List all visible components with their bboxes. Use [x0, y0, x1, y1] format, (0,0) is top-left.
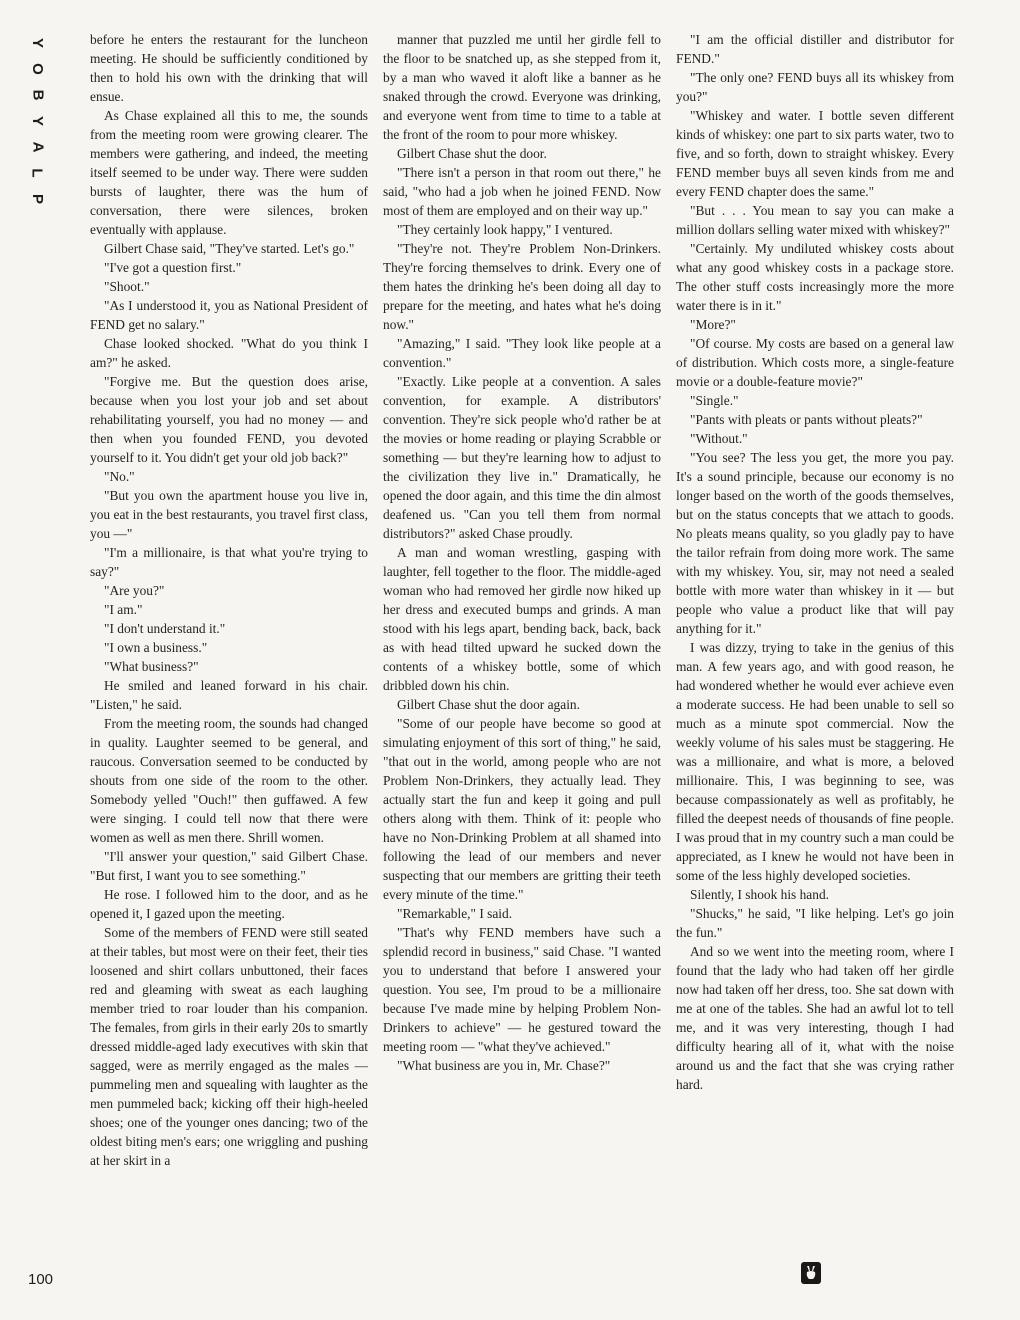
paragraph: Gilbert Chase shut the door. — [397, 146, 547, 161]
paragraph: Chase looked shocked. "What do you think I am?" he asked. — [90, 336, 368, 370]
paragraph: "There isn't a person in that room out there," he said, "who had a job when he joined FEND. Now most of them are employed and on their way up." — [383, 165, 661, 218]
paragraph: "I am." — [104, 602, 143, 617]
paragraph: Some of the members of FEND were still seated at their tables, but most were on their feet, their ties loosened and shirt collars unbuttoned, their faces red and gleaming with sweat as each laughing member tried to roar louder than his companion. The females, from girls in their early 20s to smartly dressed middle-aged lady executives with skin that sagged, were as merrily engaged as the males — pummeling men and squealing with laughter as the men pummeled back; kicking off their high-heeled shoes; one of the younger ones dancing; two of the oldest biting men's ears; one wriggling and pushing at her skirt in a — [90, 925, 368, 1168]
running-head-letter: A — [29, 141, 46, 153]
paragraph: "More?" — [690, 317, 736, 332]
page-number: 100 — [28, 1271, 54, 1288]
paragraph: "Pants with pleats or pants without pleats?" — [690, 412, 923, 427]
paragraph: "But . . . You mean to say you can make a million dollars selling water mixed with whiskey?" — [676, 203, 954, 237]
paragraph: As Chase explained all this to me, the sounds from the meeting room were growing clearer. The members were gathering, and indeed, the meeting itself seemed to be under way. There were sudden bursts of laughter, there was the hum of conversation, there were silences, broken eventually with applause. — [90, 108, 368, 237]
paragraph: "They're not. They're Problem Non-Drinkers. They're forcing themselves to drink. Every one of them hates the drinking he's been doing all day to prepare for the meeting, and hates what he's doing now." — [383, 241, 661, 332]
paragraph: "Of course. My costs are based on a general law of distribution. Which costs more, a single-feature movie or a double-feature movie?" — [676, 336, 954, 389]
paragraph: "Shucks," he said, "I like helping. Let's go join the fun." — [676, 906, 954, 940]
paragraph: "But you own the apartment house you live in, you eat in the best restaurants, you travel first class, you —" — [90, 488, 368, 541]
paragraph: "Are you?" — [104, 583, 165, 598]
running-head-letter: Y — [28, 115, 46, 127]
running-head-letter: Y — [28, 37, 46, 49]
rabbit-head-icon — [801, 1262, 821, 1284]
paragraph: before he enters the restaurant for the luncheon meeting. He should be sufficiently conditioned by then to hold his own with the drinking that will ensue. — [90, 32, 368, 104]
paragraph: "What business?" — [104, 659, 199, 674]
running-head-letter: L — [28, 168, 46, 178]
paragraph: Gilbert Chase said, "They've started. Let's go." — [104, 241, 355, 256]
paragraph: A man and woman wrestling, gasping with laughter, fell together to the floor. The middle-aged woman who had removed her girdle now hiked up her dress and executed bumps and grinds. A man stood with his legs apart, bending back, back, back as with head tilted upward he sucked down the contents of a whiskey bottle, some of which dribbled down his chin. — [383, 545, 661, 693]
rabbit-head-icon-glyph — [804, 1265, 818, 1281]
running-head-letter: P — [28, 193, 46, 205]
paragraph: And so we went into the meeting room, where I found that the lady who had taken off her girdle now had taken off her dress, too. She sat down with me at one of the tables. She had an awful lot to tell me, and it was very interesting, though I had difficulty hearing all of it, what with the noise around us and the fact that she was crying rather hard. — [676, 944, 954, 1092]
paragraph: Silently, I shook his hand. — [690, 887, 829, 902]
paragraph: Gilbert Chase shut the door again. — [397, 697, 580, 712]
paragraph: "Without." — [690, 431, 748, 446]
paragraph: "Whiskey and water. I bottle seven different kinds of whiskey: one part to six parts water, two to five, and so forth, down to straight whiskey. Every FEND member buys all seven kinds from me and every FEND chapter does the same." — [676, 108, 954, 199]
running-head-letter: O — [28, 63, 46, 75]
paragraph: "Single." — [690, 393, 739, 408]
paragraph: "Remarkable," I said. — [397, 906, 513, 921]
paragraph: "The only one? FEND buys all its whiskey from you?" — [676, 70, 954, 104]
text-column-2 — [383, 30, 661, 1300]
paragraph: "I am the official distiller and distributor for FEND." — [676, 32, 954, 66]
paragraph: "You see? The less you get, the more you pay. It's a sound principle, because our economy is no longer based on the worth of the goods themselves, but on the status concepts that we attach to goods. No pleats means quality, so you gladly pay to have the tailor refrain from doing more work. The same with my whiskey. You, sir, may not need a sealed bottle with more water than whiskey in it — but people who value a product like that will pay anything for it." — [676, 450, 954, 636]
running-head-letter: B — [29, 89, 46, 101]
paragraph: "What business are you in, Mr. Chase?" — [397, 1058, 611, 1073]
paragraph: "Exactly. Like people at a convention. A sales convention, for example. A distributors' convention. They're sick people who'd rather be at the movies or home reading or playing Scrabble or something — but they're learning how to adjust to the civilization they live in." Dramatically, he opened the door again, and this time the din almost deafened us. "Can you tell them from normal distributors?" asked Chase proudly. — [383, 374, 661, 541]
paragraph: manner that puzzled me until her girdle fell to the floor to be snatched up, as she stepped from it, by a man who waved it aloft like a banner as he snaked through the crowd. Everyone was drinking, and everyone went from time to time to a table at the front of the room to pour more whiskey. — [383, 32, 661, 142]
paragraph: "That's why FEND members have such a splendid record in business," said Chase. "I wanted you to understand that before I answered your question. You see, I'm proud to be a millionaire because I've made mine by helping Problem Non-Drinkers to achieve" — he gestured toward the meeting room — "what they've achieved." — [383, 925, 661, 1054]
paragraph: "As I understood it, you as National President of FEND get no salary." — [90, 298, 368, 332]
text-column-1 — [90, 30, 368, 1300]
paragraph: "I'll answer your question," said Gilbert Chase. "But first, I want you to see something." — [90, 849, 368, 883]
text-column-3 — [676, 30, 954, 1300]
paragraph: "I don't understand it." — [104, 621, 226, 636]
paragraph: "No." — [104, 469, 135, 484]
paragraph: "Some of our people have become so good at simulating enjoyment of this sort of thing," he said, "that out in the world, among people who are not Problem Non-Drinkers, they actually lead. They actually start the fun and keep it going and pull others along with them. Think of it: people who have no Non-Drinking Problem at all shamed into following the lead of our members and never suspecting that our members are gritting their teeth every minute of the time." — [383, 716, 661, 902]
paragraph: "They certainly look happy," I ventured. — [397, 222, 613, 237]
paragraph: He smiled and leaned forward in his chair. "Listen," he said. — [90, 678, 368, 712]
paragraph: "Amazing," I said. "They look like people at a convention." — [383, 336, 661, 370]
running-head — [26, 30, 48, 212]
paragraph: From the meeting room, the sounds had changed in quality. Laughter seemed to be general, and raucous. Conversation seemed to be conducted by shouts from one side of the room to the other. Somebody yelled "Ouch!" then guffawed. A few were singing. I could tell now that there were women as well as men there. Shrill women. — [90, 716, 368, 845]
paragraph: I was dizzy, trying to take in the genius of this man. A few years ago, and with good reason, he had wondered whether he would ever achieve even a moderate success. He had been unable to sell so much as a minute spot commercial. Now the weekly volume of his sales must be staggering. He was a millionaire, and what is more, a beloved millionaire. This, I was beginning to see, was because compassionately as well as profitably, he filled the deepest needs of thousands of fine people. I was proud that in my country such a man could be appreciated, as I knew he would not have been in some of the less highly developed societies. — [676, 640, 954, 883]
paragraph: "Forgive me. But the question does arise, because when you lost your job and set about rehabilitating yourself, you had no money — and then when you founded FEND, you devoted yourself to it. You didn't get your old job back?" — [90, 374, 368, 465]
paragraph: "I've got a question first." — [104, 260, 242, 275]
paragraph: He rose. I followed him to the door, and as he opened it, I gazed upon the meeting. — [90, 887, 368, 921]
paragraph: "I'm a millionaire, is that what you're trying to say?" — [90, 545, 368, 579]
paragraph: "I own a business." — [104, 640, 208, 655]
paragraph: "Certainly. My undiluted whiskey costs about what any good whiskey costs in a package store. The other stuff costs increasingly more the more water there is in it." — [676, 241, 954, 313]
paragraph: "Shoot." — [104, 279, 150, 294]
